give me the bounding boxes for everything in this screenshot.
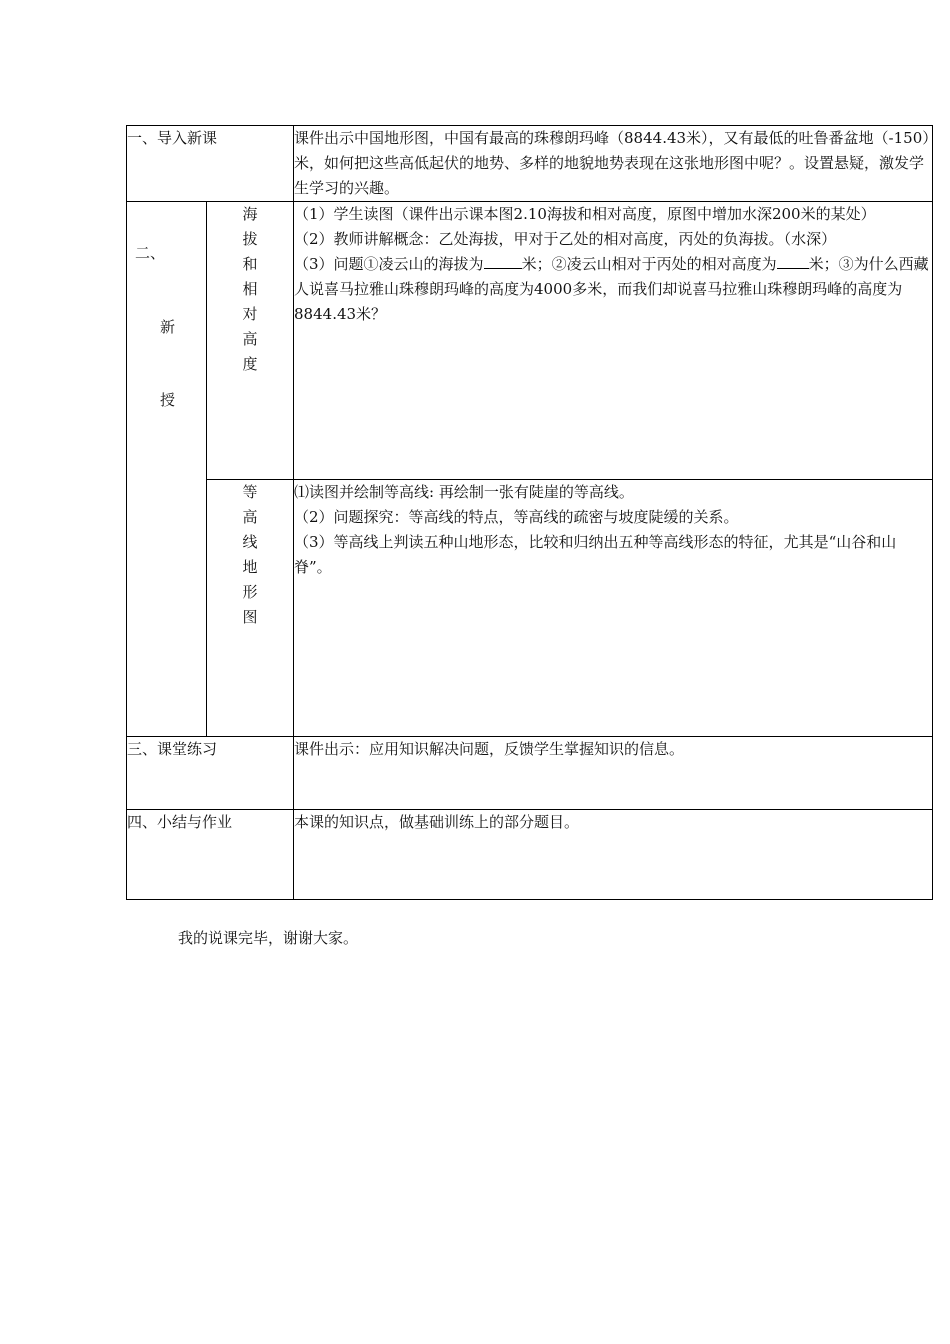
heading-char: 度 xyxy=(242,355,258,373)
subsection-heading-contour xyxy=(207,480,294,737)
lesson-plan-table xyxy=(126,125,933,900)
section-label-part-1: 二、 xyxy=(135,244,166,262)
question-text: 米；②凌云山相对于丙处的相对高度为 xyxy=(521,255,777,273)
question-text: 米；③为什么西藏人说喜马拉雅山珠穆朗玛峰的高度为4000多米，而我们却说喜马拉雅山珠穆朗玛峰的高度为8844.43米？ xyxy=(294,255,929,323)
heading-char: 地 xyxy=(242,558,258,576)
heading-char: 图 xyxy=(242,608,258,626)
table-row-contour xyxy=(127,480,933,737)
answer-blank xyxy=(484,253,522,269)
content-line: （2）问题探究：等高线的特点，等高线的疏密与坡度陡缓的关系。 xyxy=(294,508,739,526)
heading-char: 线 xyxy=(242,533,258,551)
section-label-practice: 三、课堂练习 xyxy=(127,737,294,810)
section-content-summary: 本课的知识点，做基础训练上的部分题目。 xyxy=(294,810,933,900)
question-text: （3）问题①凌云山的海拔为 xyxy=(294,255,484,273)
subsection-heading-altitude xyxy=(207,202,294,480)
table-row-summary xyxy=(127,810,933,900)
heading-char: 等 xyxy=(242,483,258,501)
section-label-intro: 一、导入新课 xyxy=(127,126,294,202)
content-line: （2）教师讲解概念：乙处海拔，甲对于乙处的相对高度，丙处的负海拔。（水深） xyxy=(294,230,837,248)
section-label-new-teaching xyxy=(127,202,207,737)
closing-remark: 我的说课完毕，谢谢大家。 xyxy=(178,929,359,947)
answer-blank xyxy=(777,253,809,269)
section-label-part-3: 授 xyxy=(160,391,176,409)
heading-char: 相 xyxy=(242,280,258,298)
subsection-content-contour xyxy=(294,480,933,737)
heading-char: 和 xyxy=(242,255,258,273)
heading-char: 海 xyxy=(242,205,258,223)
section-content-intro: 课件出示中国地形图，中国有最高的珠穆朗玛峰（8844.43米），又有最低的吐鲁番盆地（-150）米，如何把这些高低起伏的地势、多样的地貌地势表现在这张地形图中呢？。设置悬疑，激发学生学习的兴趣。 xyxy=(294,126,933,202)
heading-char: 拔 xyxy=(242,230,258,248)
content-line: （3）等高线上判读五种山地形态，比较和归纳出五种等高线形态的特征，尤其是“山谷和山脊”。 xyxy=(294,533,897,576)
section-content-practice: 课件出示：应用知识解决问题，反馈学生掌握知识的信息。 xyxy=(294,737,933,810)
heading-char: 对 xyxy=(242,305,258,323)
content-line: （1）学生读图（课件出示课本图2.10海拔和相对高度，原图中增加水深200米的某处） xyxy=(294,205,876,223)
heading-char: 高 xyxy=(242,330,258,348)
content-line-questions xyxy=(294,252,932,327)
table-row-practice xyxy=(127,737,933,810)
section-label-summary: 四、小结与作业 xyxy=(127,810,294,900)
table-row-altitude xyxy=(127,202,933,480)
table-row-intro xyxy=(127,126,933,202)
heading-char: 高 xyxy=(242,508,258,526)
section-label-part-2: 新 xyxy=(160,318,176,336)
heading-char: 形 xyxy=(242,583,258,601)
content-line: ⑴读图并绘制等高线: 再绘制一张有陡崖的等高线。 xyxy=(294,483,634,501)
subsection-content-altitude xyxy=(294,202,933,480)
